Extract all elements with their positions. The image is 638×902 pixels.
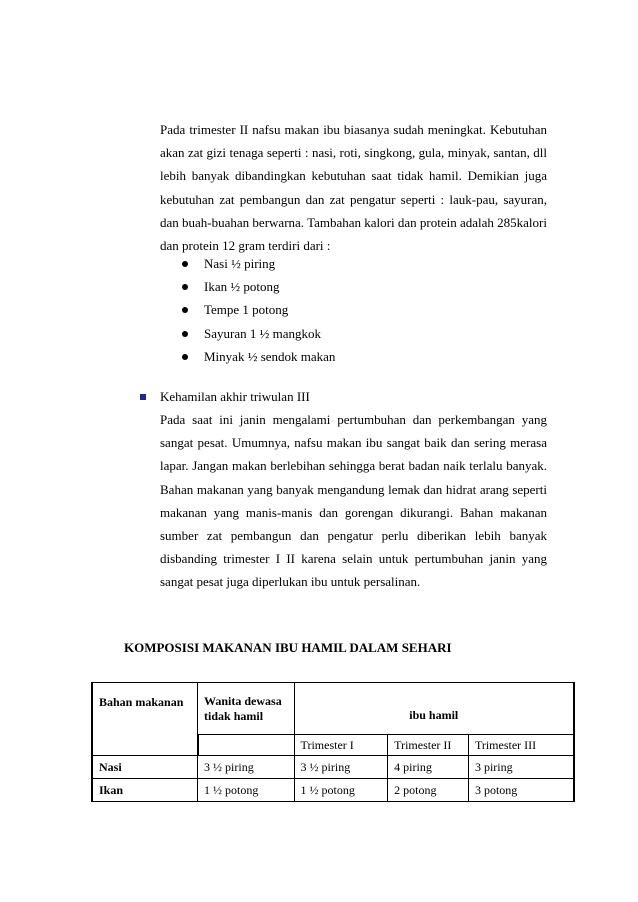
table-cell: 3 ½ piring (198, 756, 295, 779)
square-bullet-icon (140, 394, 146, 400)
header-wanita: Wanita dewasa tidak hamil (198, 683, 295, 735)
table-cell: 2 potong (388, 779, 469, 802)
table-header-row (92, 683, 574, 735)
header-trimester-2: Trimester II (388, 735, 469, 756)
paragraph-trimester-2: Pada trimester II nafsu makan ibu biasanya sudah meningkat. Kebutuhan akan zat gizi tenaga seperti : nasi, roti, singkong, gula, minyak, santan, dll lebih banyak dibandingkan kebutuhan saat tidak hamil. Demikian juga kebutuhan zat pembangun dan zat pengatur seperti : lauk-pau, sayuran, dan buah-buahan berwarna. Tambahan kalori dan protein adalah 285kalori dan protein 12 gram terdiri dari : (160, 122, 547, 254)
list-item: Minyak ½ sendok makan (180, 345, 335, 368)
table-cell: 1 ½ potong (198, 779, 295, 802)
list-item: Tempe 1 potong (180, 298, 335, 321)
table-title: KOMPOSISI MAKANAN IBU HAMIL DALAM SEHARI (124, 640, 452, 655)
bullet-icon (182, 284, 188, 290)
bullet-icon (182, 307, 188, 313)
table-cell: 3 potong (468, 779, 574, 802)
header-empty (198, 735, 295, 756)
row-label: Ikan (92, 779, 198, 802)
table-row (92, 779, 574, 802)
table-cell: 4 piring (388, 756, 469, 779)
table-cell: 3 ½ piring (294, 756, 388, 779)
section-item-trimester-3: Kehamilan akhir triwulan III (140, 385, 310, 408)
list-item: Ikan ½ potong (180, 275, 335, 298)
header-trimester-3: Trimester III (468, 735, 574, 756)
bullet-icon (182, 261, 188, 267)
header-trimester-1: Trimester I (294, 735, 388, 756)
composition-table (91, 682, 575, 802)
bullet-icon (182, 354, 188, 360)
header-ibu-hamil: ibu hamil (294, 683, 574, 735)
list-item: Sayuran 1 ½ mangkok (180, 322, 335, 345)
table-cell: 3 piring (468, 756, 574, 779)
list-item: Nasi ½ piring (180, 252, 335, 275)
paragraph-trimester-3: Pada saat ini janin mengalami pertumbuhan dan perkembangan yang sangat pesat. Umumnya, nafsu makan ibu sangat baik dan sering merasa lapar. Jangan makan berlebihan sehingga berat badan naik terlalu banyak. Bahan makanan yang banyak mengandung lemak dan hidrat arang seperti makanan yang manis-manis dan gorengan dikurangi. Bahan makanan sumber zat pembangun dan pengatur perlu diberikan lebih banyak disbanding trimester I II karena selain untuk pertumbuhan janin yang sangat pesat juga diperlukan ibu untuk persalinan. (160, 412, 547, 590)
header-bahan: Bahan makanan (92, 683, 198, 756)
row-label: Nasi (92, 756, 198, 779)
table-cell: 1 ½ potong (294, 779, 388, 802)
nutrition-list (180, 252, 335, 368)
table-row (92, 756, 574, 779)
bullet-icon (182, 331, 188, 337)
